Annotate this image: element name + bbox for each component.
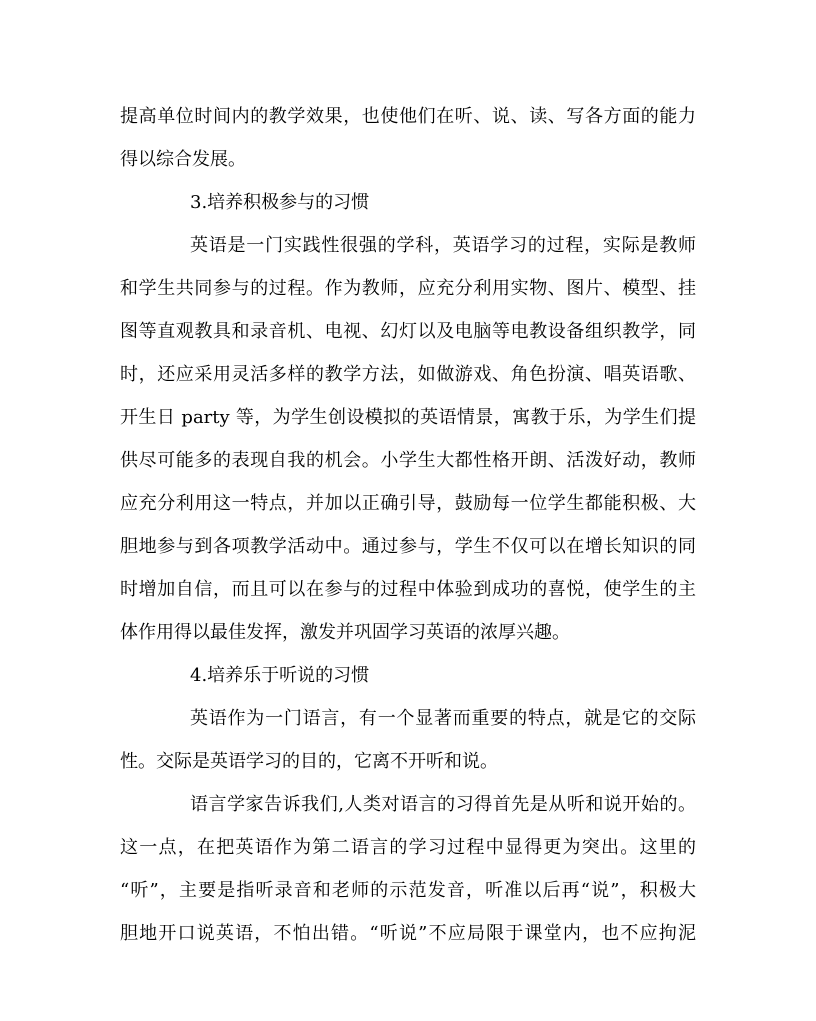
text-line: 体作用得以最佳发挥，激发并巩固学习英语的浓厚兴趣。 — [120, 622, 570, 643]
text-line: 图等直观教具和录音机、电视、幻灯以及电脑等电教设备组织教学，同 — [120, 321, 696, 342]
text-line: 英语是一门实践性很强的学科，英语学习的过程，实际是教师 — [190, 235, 696, 256]
text-line: 提高单位时间内的教学效果，也使他们在听、说、读、写各方面的能力 — [120, 106, 696, 127]
text-line: 供尽可能多的表现自我的机会。小学生大都性格开朗、活泼好动，教师 — [120, 450, 696, 471]
text-line: 得以综合发展。 — [120, 149, 246, 170]
text-line: 胆地开口说英语，不怕出错。“听说”不应局限于课堂内，也不应拘泥 — [120, 923, 696, 944]
text-line: 和学生共同参与的过程。作为教师，应充分利用实物、图片、模型、挂 — [120, 278, 696, 299]
text-line: 英语作为一门语言，有一个显著而重要的特点，就是它的交际 — [190, 708, 696, 729]
text-line: 时增加自信，而且可以在参与的过程中体验到成功的喜悦，使学生的主 — [120, 579, 696, 600]
section-heading: 3.培养积极参与的习惯 — [190, 192, 370, 213]
text-line: 这一点，在把英语作为第二语言的学习过程中显得更为突出。这里的 — [120, 837, 696, 858]
text-line: 语言学家告诉我们,人类对语言的习得首先是从听和说开始的。 — [190, 794, 696, 815]
text-line: 开生日 party 等，为学生创设模拟的英语情景，寓教于乐，为学生们提 — [120, 407, 696, 428]
section-heading: 4.培养乐于听说的习惯 — [190, 665, 370, 686]
text-line: 时，还应采用灵活多样的教学方法，如做游戏、角色扮演、唱英语歌、 — [120, 364, 696, 385]
text-line: “听”，主要是指听录音和老师的示范发音，听准以后再“说”，积极大 — [120, 880, 696, 901]
text-line: 应充分利用这一特点，并加以正确引导，鼓励每一位学生都能积极、大 — [120, 493, 696, 514]
text-line: 胆地参与到各项教学活动中。通过参与，学生不仅可以在增长知识的同 — [120, 536, 696, 557]
text-line: 性。交际是英语学习的目的，它离不开听和说。 — [120, 751, 498, 772]
